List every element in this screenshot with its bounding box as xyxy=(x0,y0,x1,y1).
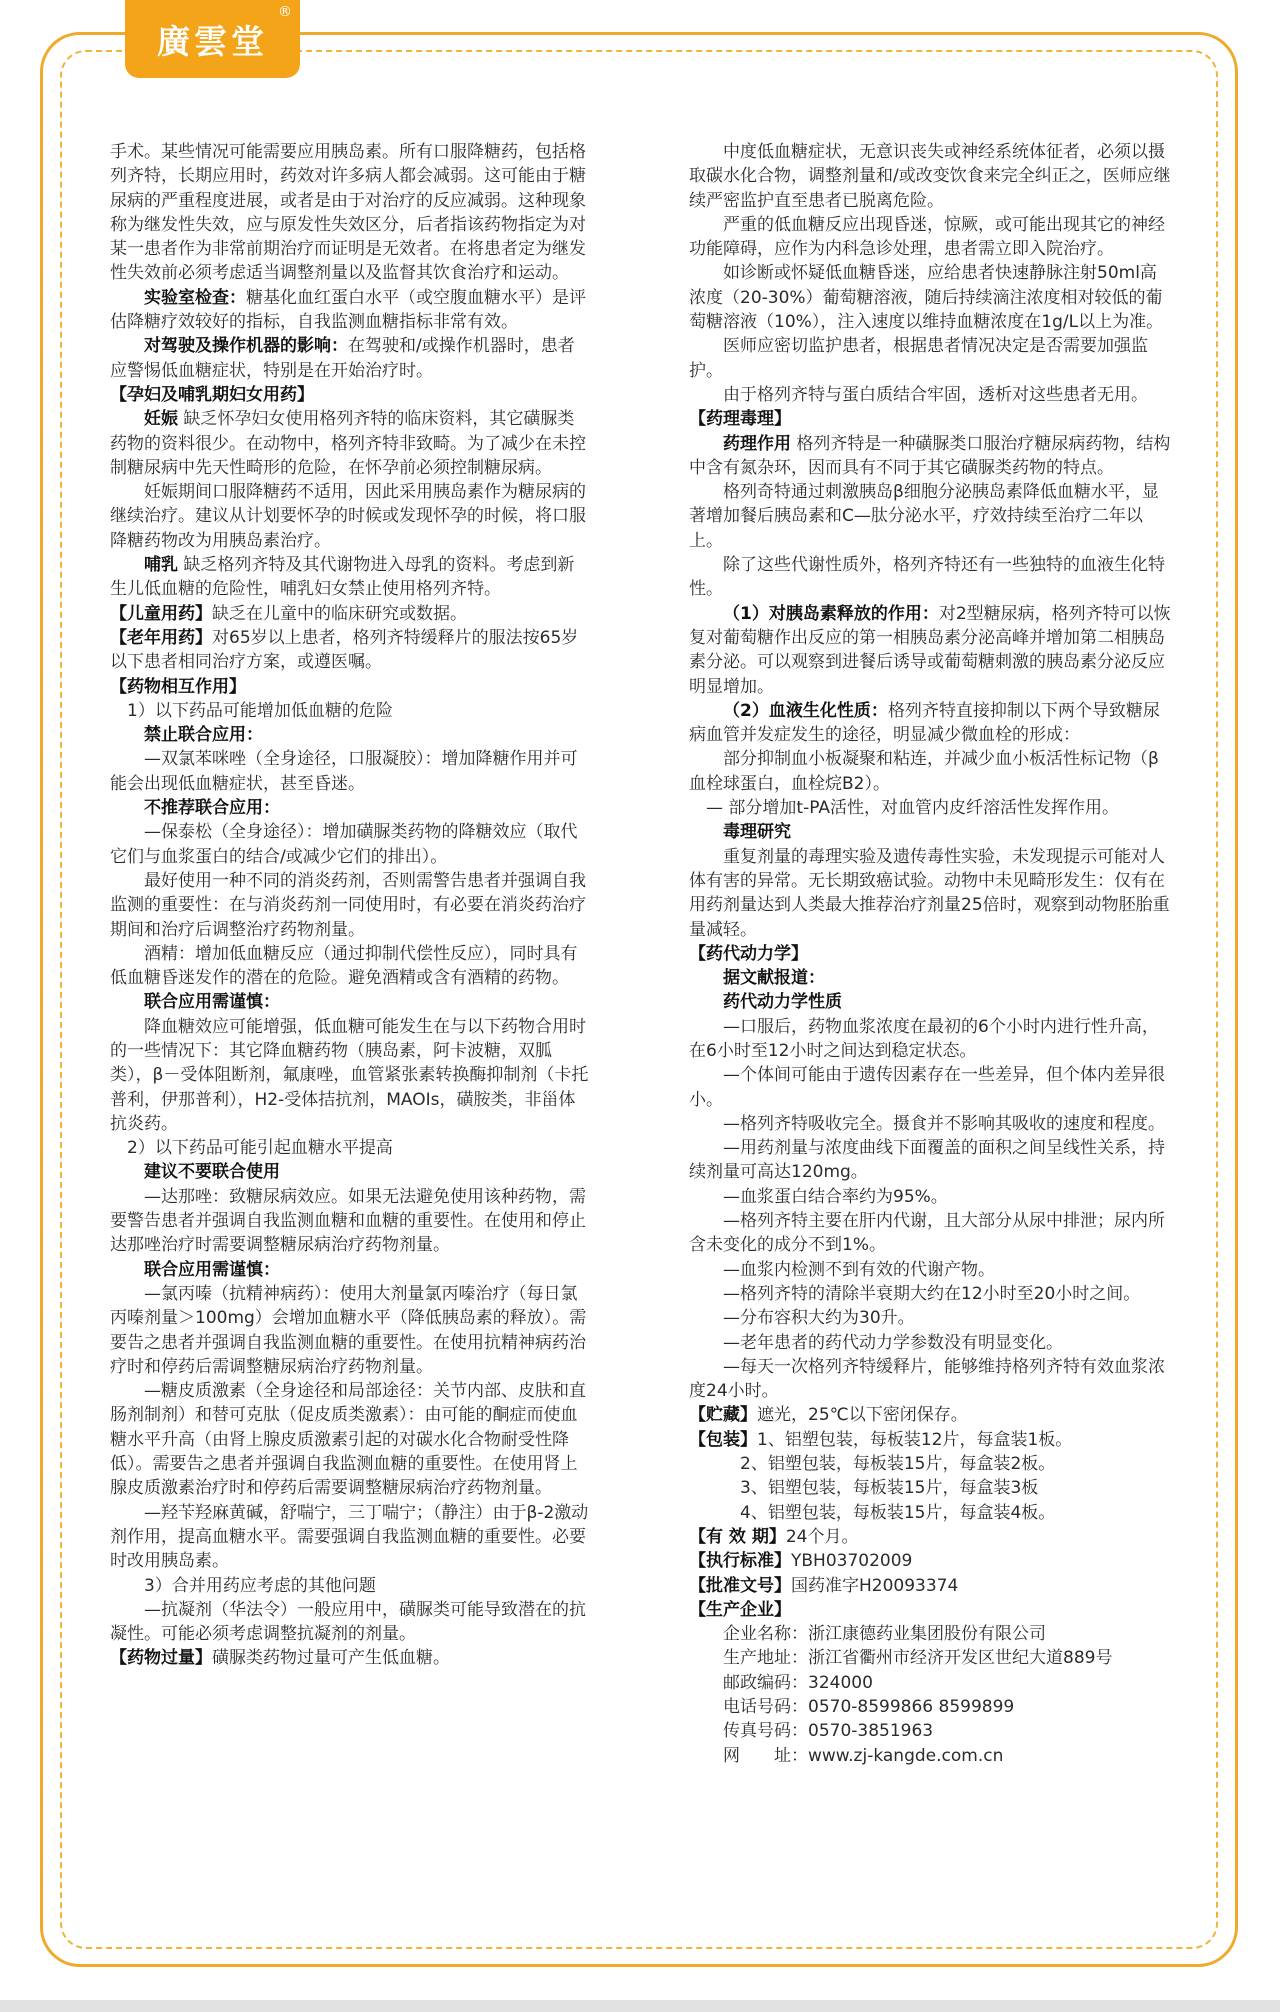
paragraph: 手术。某些情况可能需要应用胰岛素。所有口服降糖药，包括格列齐特，长期应用时，药效对许多病人都会减弱。这可能由于糖尿病的严重程度进展，或者是由于对治疗的反应减弱。这种现象称为继发性失效，应与原发性失效区分，后者指该药物指定为对某一患者作为非常前期治疗而证明是无效者。在将患者定为继发性失效前必须考虑适当调整剂量以及监督其饮食治疗和运动。 xyxy=(110,142,586,284)
row-value: 浙江康德药业集团股份有限公司 xyxy=(808,1624,1046,1645)
text: 磺脲类药物过量可产生低血糖。 xyxy=(212,1648,450,1669)
row-label: 生产地址： xyxy=(723,1648,808,1669)
paragraph xyxy=(689,1525,1171,1549)
row-value: 0570-8599866 8599899 xyxy=(808,1697,1015,1717)
row-label: 传真号码： xyxy=(723,1721,808,1742)
row-value: 浙江省衢州市经济开发区世纪大道889号 xyxy=(808,1648,1113,1669)
section-title-pharmacokinetics: 【药代动力学】 xyxy=(689,943,808,964)
paragraph: 降血糖效应可能增强，低血糖可能发生在与以下药物合用时的一些情况下：其它降血糖药物（胰岛素，阿卡波糖，双胍类），β－受体阻断剂，氟康唑，血管紧张素转换酶抑制剂（卡托普利，伊那普利），H2-受体拮抗剂，MAOIs，磺胺类，非甾体抗炎药。 xyxy=(110,1016,589,1134)
subheading: 毒理研究 xyxy=(723,822,791,843)
paragraph: 严重的低血糖反应出现昏迷，惊厥，或可能出现其它的神经功能障碍，应作为内科急诊处理，患者需立即入院治疗。 xyxy=(689,214,1165,260)
heading-lab-tests: 实验室检查： xyxy=(144,287,246,308)
subheading: 禁止联合应用： xyxy=(144,725,263,746)
section-title-pharmacology: 【药理毒理】 xyxy=(689,409,791,430)
paragraph xyxy=(110,553,590,602)
heading-pregnancy: 妊娠 xyxy=(144,409,178,430)
section-title-manufacturer: 【生产企业】 xyxy=(689,1599,791,1620)
text: 格列齐特直接抑制以下两个导致糖尿病血管并发症发生的途径，明显减少微血栓的形成： xyxy=(689,700,1160,746)
text: 缺乏在儿童中的临床研究或数据。 xyxy=(212,603,467,624)
paragraph: —每天一次格列齐特缓释片，能够维持格列齐特有效血浆浓度24小时。 xyxy=(689,1356,1165,1402)
row-label: 电话号码： xyxy=(723,1697,808,1717)
manufacturer-row xyxy=(689,1671,1171,1695)
text: 对65岁以上患者，格列齐特缓释片的服法按65岁以下患者相同治疗方案，或遵医嘱。 xyxy=(110,627,579,673)
paragraph: 2）以下药品可能引起血糖水平提高 xyxy=(127,1138,393,1159)
paragraph: 1）以下药品可能增加低血糖的危险 xyxy=(127,700,393,721)
paragraph xyxy=(110,626,590,675)
text: 缺乏格列齐特及其代谢物进入母乳的资料。考虑到新生儿低血糖的危险性，哺乳妇女禁止使用格列齐特。 xyxy=(110,555,575,600)
paragraph xyxy=(689,432,1171,481)
paragraph xyxy=(689,1403,1171,1427)
paragraph xyxy=(689,1549,1171,1573)
subheading: 药代动力学性质 xyxy=(723,992,842,1013)
paragraph: —老年患者的药代动力学参数没有明显变化。 xyxy=(723,1332,1063,1353)
paragraph: 格列奇特通过刺激胰岛β细胞分泌胰岛素降低血糖水平，显著增加餐后胰岛素和C—肽分泌水平，疗效持续至治疗二年以上。 xyxy=(689,482,1159,551)
paragraph: 3）合并用药应考虑的其他问题 xyxy=(144,1575,376,1596)
row-value: 0570-3851963 xyxy=(808,1721,934,1742)
right-column xyxy=(689,140,1171,1768)
paragraph: 重复剂量的毒理实验及遗传毒性实验，未发现提示可能对人体有害的异常。无长期致癌试验。动物中未见畸形发生：仅有在用药剂量达到人类最大推荐治疗剂量25倍时，观察到动物胚胎重量减轻。 xyxy=(689,846,1170,940)
paragraph: 中度低血糖症状，无意识丧失或神经系统体征者，必须以摄取碳水化合物，调整剂量和/或改变饮食来完全纠正之，医师应继续严密监护直至患者已脱离危险。 xyxy=(689,142,1171,211)
paragraph: 医师应密切监护患者，根据患者情况决定是否需要加强监护。 xyxy=(689,336,1148,381)
paragraph: 最好使用一种不同的消炎药剂，否则需警告患者并强调自我监测的重要性：在与消炎药剂一同使用时，有必要在消炎药治疗期间和治疗后调整治疗药物剂量。 xyxy=(110,870,586,940)
row-label: 网 址： xyxy=(723,1745,808,1766)
paragraph xyxy=(689,699,1171,748)
text: 格列齐特是一种磺脲类口服治疗糖尿病药物，结构中含有氮杂环，因而具有不同于其它磺脲类药物的特点。 xyxy=(689,433,1171,478)
heading-blood-biochem: （2）血液生化性质： xyxy=(723,700,888,721)
text: 糖基化血红蛋白水平（或空腹血糖水平）是评估降糖疗效较好的指标，自我监测血糖指标非常有效。 xyxy=(110,287,586,333)
manufacturer-row xyxy=(689,1695,1171,1719)
subheading: 不推荐联合应用： xyxy=(144,798,280,819)
heading-lactation: 哺乳 xyxy=(144,555,178,576)
section-title-packaging: 【包装】 xyxy=(689,1429,757,1450)
paragraph: —格列齐特吸收完全。摄食并不影响其吸收的速度和程度。 xyxy=(723,1113,1165,1134)
paragraph: —保泰松（全身途径）：增加磺脲类药物的降糖效应（取代它们与血浆蛋白的结合/或减少它们的排出）。 xyxy=(110,822,578,867)
section-title-storage: 【贮藏】 xyxy=(689,1405,757,1426)
row-value: 324000 xyxy=(808,1672,873,1693)
pack-item: 3、铝塑包装，每板装15片，每盒装3板 xyxy=(740,1478,1039,1499)
paragraph: —用药剂量与浓度曲线下面覆盖的面积之间呈线性关系，持续剂量可高达120mg。 xyxy=(689,1138,1165,1183)
row-label: 邮政编码： xyxy=(723,1672,808,1693)
section-title-pregnancy: 【孕妇及哺乳期妇女用药】 xyxy=(110,384,314,405)
paragraph: —氯丙嗪（抗精神病药）：使用大剂量氯丙嗪治疗（每日氯丙嗪剂量＞100mg）会增加血糖水平（降低胰岛素的释放）。需要告之患者并强调自我监测血糖的重要性。在使用抗精神病药治疗时和停药后需调整糖尿病治疗药物剂量。 xyxy=(110,1283,587,1377)
paragraph: 酒精：增加低血糖反应（通过抑制代偿性反应），同时具有低血糖昏迷发作的潜在的危险。避免酒精或含有酒精的药物。 xyxy=(110,943,578,989)
heading-insulin-release: （1）对胰岛素释放的作用： xyxy=(723,603,939,624)
text: 遮光，25℃以下密闭保存。 xyxy=(757,1405,968,1426)
text: 国药准字H20093374 xyxy=(791,1575,959,1596)
paragraph: —分布容积大约为30升。 xyxy=(723,1308,915,1329)
text: 在驾驶和/或操作机器时，患者应警惕低血糖症状，特别是在开始治疗时。 xyxy=(110,336,575,381)
paragraph: 妊娠期间口服降糖药不适用，因此采用胰岛素作为糖尿病的继续治疗。建议从计划要怀孕的时候或发现怀孕的时候，将口服降糖药物改为用胰岛素治疗。 xyxy=(110,482,586,551)
section-title-elderly: 【老年用药】 xyxy=(110,627,212,648)
bottom-strip xyxy=(0,2000,1280,2012)
brand-logo-text: 廣雲堂 xyxy=(157,21,268,61)
subheading: 联合应用需谨慎： xyxy=(144,992,280,1013)
paragraph: —格列齐特主要在肝内代谢，且大部分从尿中排泄；尿内所含未变化的成分不到1%。 xyxy=(689,1211,1165,1256)
section-title-validity: 【有 效 期】 xyxy=(689,1526,786,1547)
heading-driving: 对驾驶及操作机器的影响： xyxy=(144,336,348,357)
website-link[interactable]: www.zj-kangde.com.cn xyxy=(808,1745,1004,1766)
paragraph: 由于格列齐特与蛋白质结合牢固，透析对这些患者无用。 xyxy=(723,384,1148,405)
row-label: 企业名称： xyxy=(723,1624,808,1645)
section-title-interactions: 【药物相互作用】 xyxy=(110,676,246,697)
pack-item: 4、铝塑包装，每板装15片，每盒装4板。 xyxy=(740,1502,1056,1523)
section-title-approval: 【批准文号】 xyxy=(689,1575,791,1596)
paragraph xyxy=(689,1428,1171,1452)
subheading: 据文献报道： xyxy=(723,968,825,989)
paragraph: —个体间可能由于遗传因素存在一些差异，但个体内差异很小。 xyxy=(689,1065,1165,1110)
brand-logo xyxy=(125,0,300,78)
subheading: 建议不要联合使用 xyxy=(144,1162,280,1183)
paragraph: 如诊断或怀疑低血糖昏迷，应给患者快速静脉注射50ml高浓度（20-30%）葡萄糖溶液，随后持续滴注浓度相对较低的葡萄糖溶液（10%），注入速度以维持血糖浓度在1g/L以上为准。 xyxy=(689,263,1164,333)
paragraph xyxy=(110,407,590,480)
paragraph xyxy=(110,1646,590,1670)
paragraph: —格列齐特的清除半衰期大约在12小时至20小时之间。 xyxy=(723,1283,1141,1304)
paragraph: —双氯苯咪唑（全身途径，口服凝胶）：增加降糖作用并可能会出现低血糖症状，甚至昏迷。 xyxy=(110,749,578,794)
text: YBH03702009 xyxy=(791,1551,913,1572)
paragraph: —羟苄羟麻黄碱，舒喘宁，三丁喘宁；（静注）由于β-2激动剂作用，提高血糖水平。需要强调自我监测血糖的重要性。必要时改用胰岛素。 xyxy=(110,1502,589,1572)
paragraph: —血浆蛋白结合率约为95%。 xyxy=(723,1186,948,1207)
paragraph: 部分抑制血小板凝聚和粘连，并减少血小板活性标记物（β血栓球蛋白，血栓烷B2）。 xyxy=(689,749,1159,794)
paragraph: —血浆内检测不到有效的代谢产物。 xyxy=(723,1259,995,1280)
paragraph: —糖皮质激素（全身途径和局部途径：关节内部、皮肤和直肠剂制剂）和替可克肽（促皮质类激素）：由可能的酮症而使血糖水平升高（由肾上腺皮质激素引起的对碳水化合物耐受性降低）。需要告之患者并强调自我监测血糖的重要性。在使用肾上腺皮质激素治疗时和停药后需要调整糖尿病治疗药物剂量。 xyxy=(110,1381,586,1499)
paragraph: —口服后，药物血浆浓度在最初的6个小时内进行性升高，在6小时至12小时之间达到稳定状态。 xyxy=(689,1016,1159,1061)
subheading: 联合应用需谨慎： xyxy=(144,1259,280,1280)
manufacturer-row xyxy=(689,1646,1171,1670)
paragraph xyxy=(110,286,590,335)
paragraph: —抗凝剂（华法令）一般应用中，磺脲类可能导致潜在的抗凝性。可能必须考虑调整抗凝剂的剂量。 xyxy=(110,1599,586,1645)
text: 对2型糖尿病，格列齐特可以恢复对葡萄糖作出反应的第一相胰岛素分泌高峰并增加第二相胰岛素分泌。可以观察到进餐后诱导或葡萄糖刺激的胰岛素分泌反应明显增加。 xyxy=(689,603,1171,697)
manufacturer-row xyxy=(689,1719,1171,1743)
registered-mark: ® xyxy=(278,4,292,20)
paragraph xyxy=(689,602,1171,699)
section-title-children: 【儿童用药】 xyxy=(110,603,212,624)
left-column xyxy=(110,140,590,1671)
paragraph xyxy=(110,602,590,626)
paragraph: —达那唑：致糖尿病效应。如果无法避免使用该种药物，需要警告患者并强调自我监测血糖和血糖的重要性。在使用和停止达那唑治疗时需要调整糖尿病治疗药物剂量。 xyxy=(110,1186,586,1256)
paragraph xyxy=(110,334,590,383)
section-title-standard: 【执行标准】 xyxy=(689,1551,791,1572)
manufacturer-row xyxy=(689,1622,1171,1646)
paragraph: — 部分增加t-PA活性，对血管内皮纤溶活性发挥作用。 xyxy=(706,798,1119,819)
paragraph xyxy=(689,1574,1171,1598)
section-title-overdose: 【药物过量】 xyxy=(110,1648,212,1669)
manufacturer-row xyxy=(689,1744,1171,1768)
text: 24个月。 xyxy=(785,1526,859,1547)
heading-action: 药理作用 xyxy=(723,433,791,454)
pack-item: 1、铝塑包装，每板装12片，每盒装1板。 xyxy=(757,1429,1073,1450)
text: 缺乏怀孕妇女使用格列齐特的临床资料，其它磺脲类药物的资料很少。在动物中，格列齐特非致畸。为了减少在未控制糖尿病中先天性畸形的危险，在怀孕前必须控制糖尿病。 xyxy=(110,409,586,478)
pack-item: 2、铝塑包装，每板装15片，每盒装2板。 xyxy=(740,1454,1056,1475)
paragraph: 除了这些代谢性质外，格列齐特还有一些独特的血液生化特性。 xyxy=(689,555,1165,600)
